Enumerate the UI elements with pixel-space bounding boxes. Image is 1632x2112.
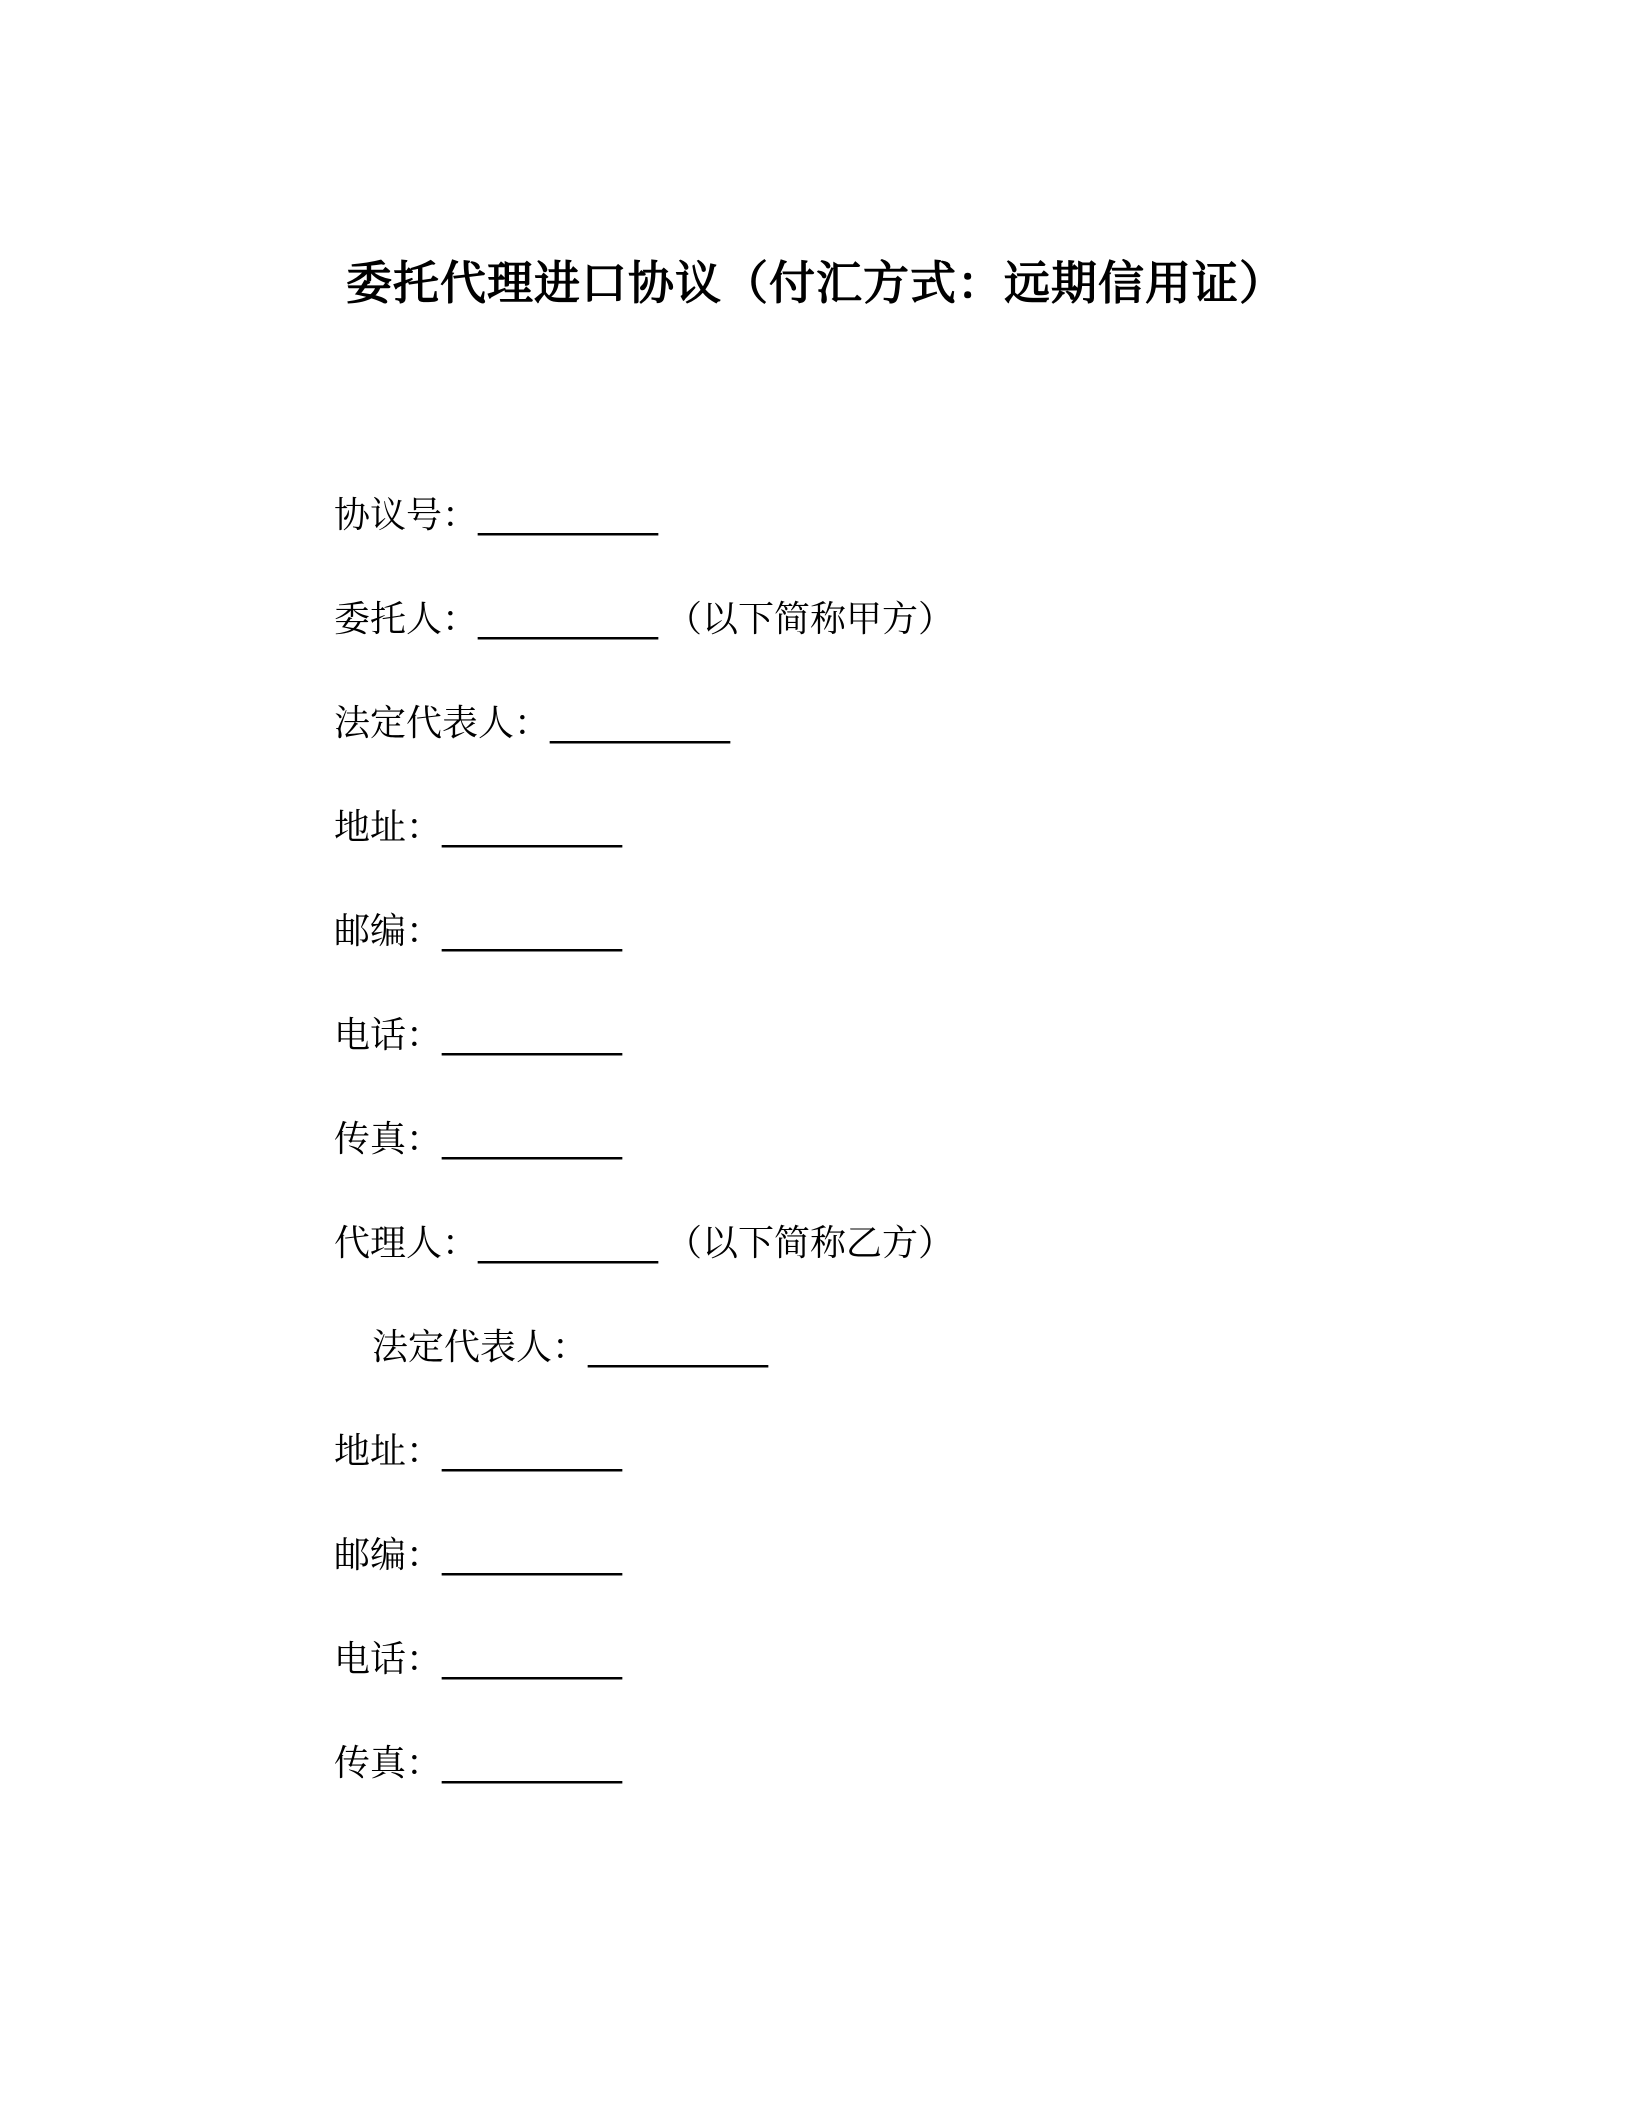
agent-legal-rep-field (334, 1320, 954, 1424)
field-label: 电话： (334, 1015, 443, 1056)
fill-in-blank[interactable]: __________ (442, 1431, 623, 1472)
fill-in-blank[interactable]: __________ (442, 807, 623, 848)
agent-address-field (334, 1424, 954, 1528)
fill-in-blank[interactable]: __________ (442, 1535, 623, 1576)
fill-in-blank[interactable]: __________ (442, 1639, 623, 1680)
field-label: 代理人： (334, 1223, 479, 1264)
field-label: 委托人： (334, 599, 479, 640)
principal-field (334, 592, 954, 696)
field-label: 协议号： (334, 495, 479, 536)
fill-in-blank[interactable]: __________ (442, 1119, 623, 1160)
field-label: 传真： (334, 1743, 443, 1784)
party-a-note: （以下简称甲方） (666, 599, 955, 640)
agent-postcode-field (334, 1528, 954, 1632)
principal-fax-field (334, 1112, 954, 1216)
fill-in-blank[interactable]: __________ (478, 599, 659, 640)
field-label: 邮编： (334, 911, 443, 952)
document-title: 委托代理进口协议（付汇方式：远期信用证） (346, 255, 1286, 310)
fill-in-blank[interactable]: __________ (442, 911, 623, 952)
agent-fax-field (334, 1736, 954, 1840)
field-label: 法定代表人： (334, 703, 551, 744)
fill-in-blank[interactable]: __________ (588, 1327, 769, 1368)
fill-in-blank[interactable]: __________ (550, 703, 731, 744)
field-label: 地址： (334, 1431, 443, 1472)
principal-postcode-field (334, 904, 954, 1008)
fill-in-blank[interactable]: __________ (442, 1015, 623, 1056)
field-label: 法定代表人： (372, 1327, 589, 1368)
agent-field (334, 1216, 954, 1320)
fill-in-blank[interactable]: __________ (442, 1743, 623, 1784)
principal-legal-rep-field (334, 696, 954, 800)
agreement-number-field (334, 488, 954, 592)
principal-phone-field (334, 1008, 954, 1112)
field-label: 地址： (334, 807, 443, 848)
party-info-list (334, 488, 954, 1840)
principal-address-field (334, 800, 954, 904)
field-label: 传真： (334, 1119, 443, 1160)
agent-phone-field (334, 1632, 954, 1736)
party-b-note: （以下简称乙方） (666, 1223, 955, 1264)
field-label: 电话： (334, 1639, 443, 1680)
fill-in-blank[interactable]: __________ (478, 1223, 659, 1264)
field-label: 邮编： (334, 1535, 443, 1576)
fill-in-blank[interactable]: __________ (478, 495, 659, 536)
